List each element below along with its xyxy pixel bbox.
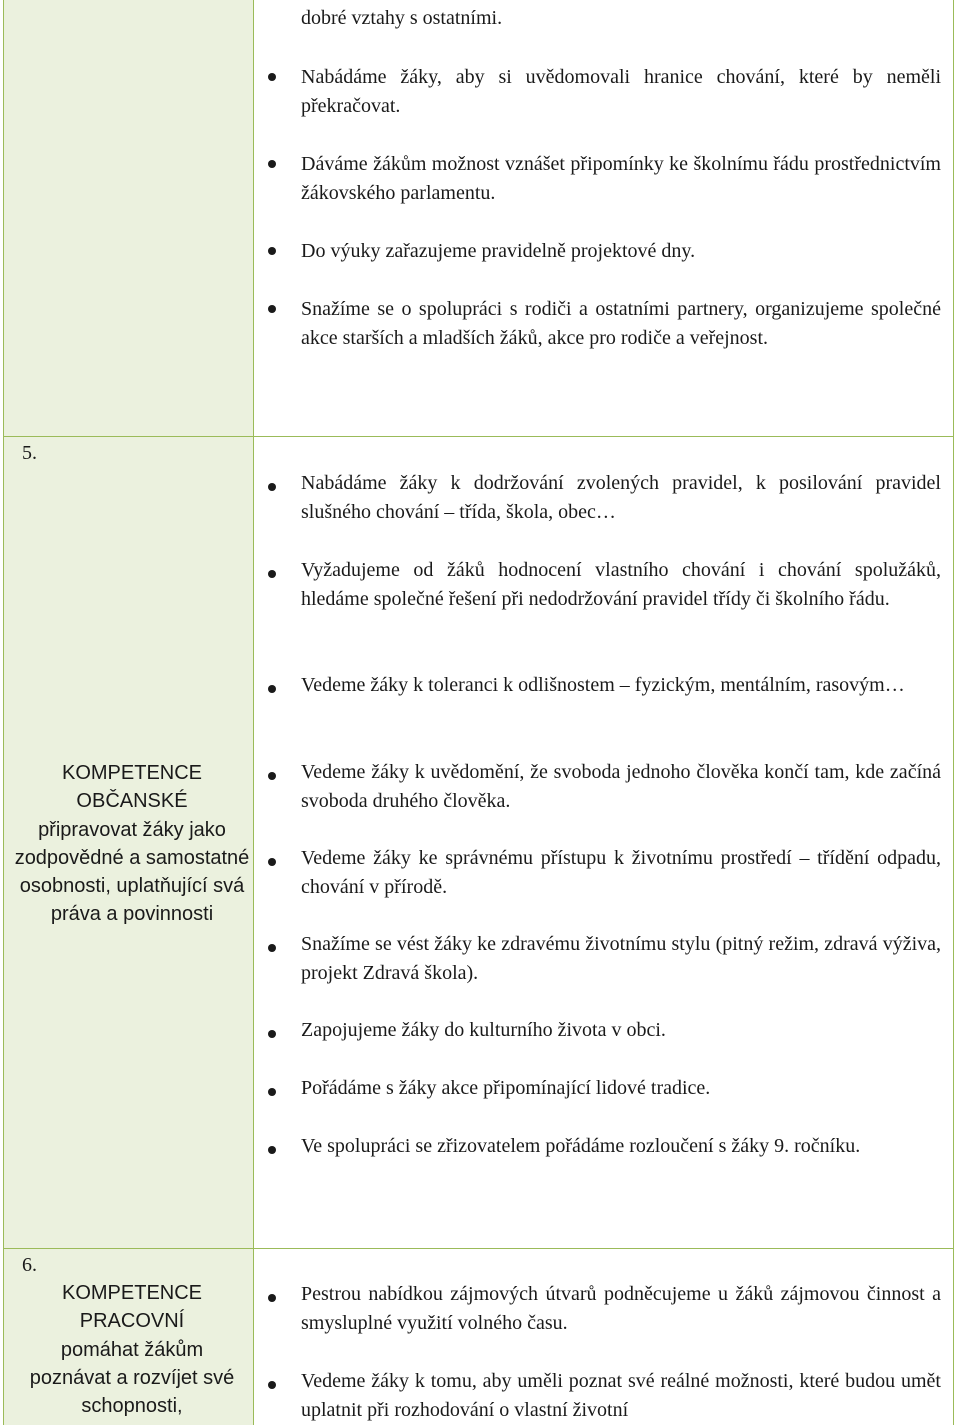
right-cell-prev: [253, 0, 954, 436]
bullet-icon: [268, 570, 276, 578]
bullet-icon: [268, 483, 276, 491]
list-item: Vedeme žáky k toleranci k odlišnostem – fyzickým, mentálním, rasovým…: [301, 674, 905, 696]
section-number: 6.: [22, 1254, 37, 1276]
competence-heading: [14, 1279, 250, 1420]
bullet-icon: [268, 944, 276, 952]
section-6: [0, 1248, 960, 1424]
right-cell-6: [253, 1248, 954, 1425]
list-item: Snažíme se vést žáky ke zdravému životnímu stylu (pitný režim, zdravá výživa, projekt Zdravá škola).: [301, 933, 941, 984]
section-number: 5.: [22, 442, 37, 464]
section-prev: [0, 0, 960, 436]
bullet-icon: [268, 1146, 276, 1154]
list-item: Zapojujeme žáky do kulturního života v obci.: [301, 1019, 666, 1041]
list-item: Snažíme se o spolupráci s rodiči a ostatními partnery, organizujeme společné akce starších a mladších žáků, akce pro rodiče a veřejnost.: [301, 298, 941, 349]
bullet-icon: [268, 772, 276, 780]
left-cell-5: [3, 436, 254, 1249]
bullet-icon: [268, 1381, 276, 1389]
bullet-icon: [268, 160, 276, 168]
list-item: Pořádáme s žáky akce připomínající lidové tradice.: [301, 1077, 711, 1099]
list-item: Nabádáme žáky k dodržování zvolených pravidel, k posilování pravidel slušného chování – třída, škola, obec…: [301, 472, 941, 523]
list-item: Pestrou nabídkou zájmových útvarů podněcujeme u žáků zájmovou činnost a smysluplné využití volného času.: [301, 1283, 941, 1334]
list-item: Vyžadujeme od žáků hodnocení vlastního chování i chování spolužáků, hledáme společné řešení při nedodržování pravidel třídy či školního řádu.: [301, 559, 941, 610]
left-cell-prev: [3, 0, 254, 436]
bullet-icon: [268, 858, 276, 866]
bullet-icon: [268, 247, 276, 255]
competence-description: připravovat žáky jako zodpovědné a samostatné osobnosti, uplatňující svá práva a povinnosti: [14, 818, 250, 926]
competence-title: KOMPETENCE PRACOVNÍ: [61, 1282, 203, 1333]
left-cell-6: [3, 1248, 254, 1425]
section-5: [0, 436, 960, 1248]
competence-title: KOMPETENCE OBČANSKÉ: [61, 762, 203, 813]
right-cell-5: [253, 436, 954, 1249]
competence-description: pomáhat žákům poznávat a rozvíjet své schopnosti,: [29, 1338, 235, 1418]
list-item: dobré vztahy s ostatními.: [301, 7, 503, 29]
list-item: Ve spolupráci se zřizovatelem pořádáme rozloučení s žáky 9. ročníku.: [301, 1135, 861, 1157]
list-item: Do výuky zařazujeme pravidelně projektové dny.: [301, 240, 696, 262]
bullet-icon: [268, 1030, 276, 1038]
bullet-icon: [268, 73, 276, 81]
list-item: Vedeme žáky ke správnému přístupu k životnímu prostředí – třídění odpadu, chování v přírodě.: [301, 847, 941, 898]
bullet-icon: [268, 305, 276, 313]
bullet-icon: [268, 1294, 276, 1302]
list-item: Vedeme žáky k tomu, aby uměli poznat své reálné možnosti, které budou umět uplatnit při rozhodování o vlastní životní: [301, 1370, 941, 1421]
list-item: Vedeme žáky k uvědomění, že svoboda jednoho člověka končí tam, kde začíná svoboda druhého člověka.: [301, 761, 941, 812]
bullet-icon: [268, 685, 276, 693]
list-item: Dáváme žákům možnost vznášet připomínky ke školnímu řádu prostřednictvím žákovského parlamentu.: [301, 153, 941, 204]
list-item: Nabádáme žáky, aby si uvědomovali hranice chování, které by neměli překračovat.: [301, 66, 941, 117]
competence-heading: [14, 759, 250, 929]
bullet-icon: [268, 1088, 276, 1096]
